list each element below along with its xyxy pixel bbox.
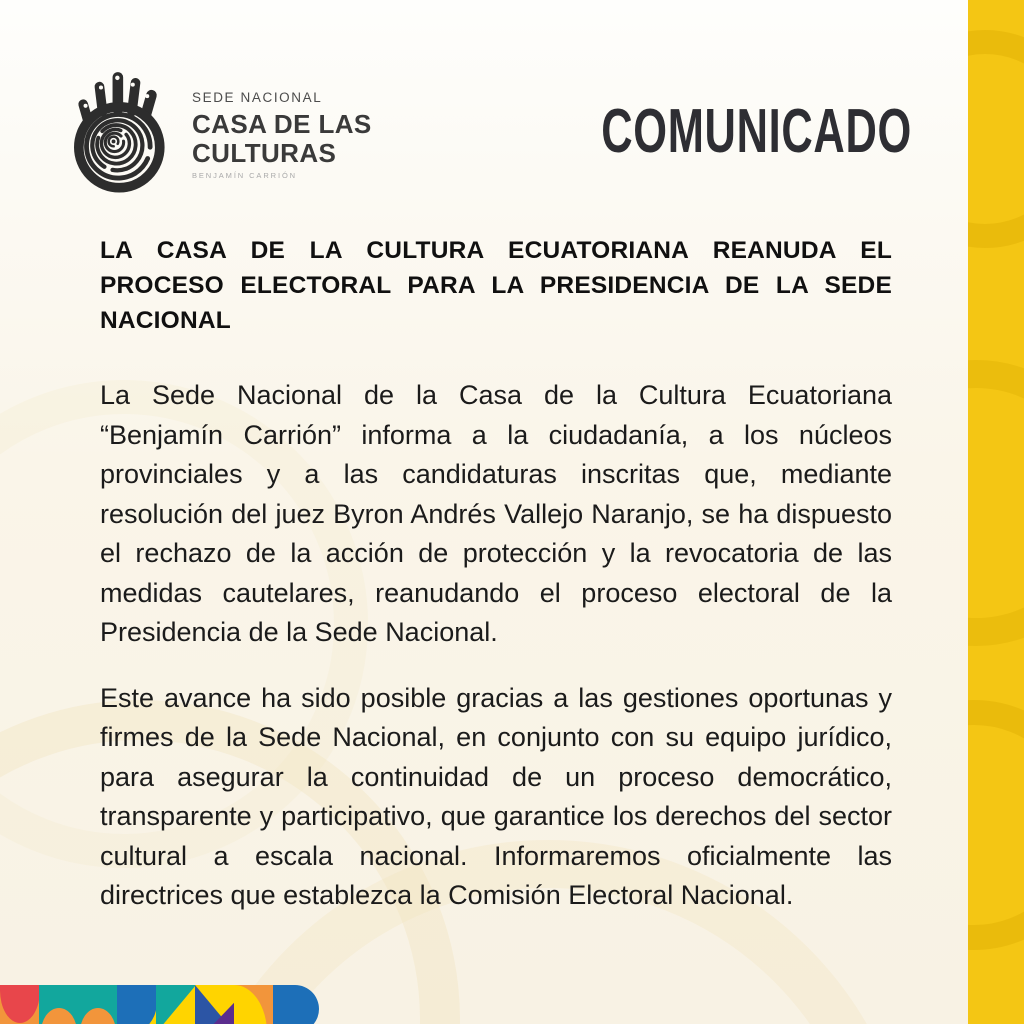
org-logo-text	[192, 60, 372, 180]
org-subtitle: BENJAMÍN CARRIÓN	[192, 171, 297, 181]
bottom-frieze-decoration	[0, 985, 320, 1024]
announcement-paragraph-1: La Sede Nacional de la Casa de la Cultura Ecuatoriana “Benjamín Carrión” informa a la ciudadanía, a los núcleos provinciales y a las candidaturas inscritas que, mediante resolución del juez Byron Andrés Vallejo Naranjo, se ha dispuesto el rechazo de la acción de protección y la revocatoria de las medidas cautelares, reanudando el proceso electoral de la Presidencia de la Sede Nacional.	[100, 380, 892, 647]
stripe-swirl	[968, 700, 1024, 950]
announcement-body	[100, 233, 892, 942]
frieze-tile-yellow-teal-triangle	[156, 985, 196, 1024]
org-line3: CULTURAS	[192, 137, 337, 168]
frieze-tile-blue-cap	[273, 985, 319, 1024]
side-stripe	[968, 0, 1024, 1024]
org-logo	[74, 60, 372, 194]
frieze-tile-navy-purple-triangles	[195, 985, 235, 1024]
frieze-tile-teal-dome	[39, 985, 79, 1024]
announcement-paragraph-2: Este avance ha sido posible gracias a las gestiones oportunas y firmes de la Sede Nacional, en conjunto con su equipo jurídico, para asegurar la continuidad de un proceso democrático, transparente y participativo, que garantice los derechos del sector cultural a escala nacional. Informaremos oficialmente las directrices que establezca la Comisión Electoral Nacional.	[100, 682, 892, 910]
stripe-swirl	[968, 360, 1024, 646]
org-line1: SEDE NACIONAL	[192, 90, 323, 105]
frieze-tile-blue-quarter	[117, 985, 157, 1024]
comunicado-title: COMUNICADO	[601, 97, 912, 166]
hand-fingerprint-spiral-icon	[74, 60, 180, 194]
frieze-tile-teal-dome	[78, 985, 118, 1024]
stripe-swirl	[968, 30, 1024, 248]
announcement-headline: LA CASA DE LA CULTURA ECUATORIANA REANUDA EL PROCESO ELECTORAL PARA LA PRESIDENCIA DE LA SEDE NACIONAL	[100, 237, 892, 334]
frieze-tile-red-arch	[0, 985, 40, 1024]
frieze-tile-orange-yellow-quarter	[234, 985, 274, 1024]
org-line2: CASA DE LAS	[192, 109, 372, 139]
